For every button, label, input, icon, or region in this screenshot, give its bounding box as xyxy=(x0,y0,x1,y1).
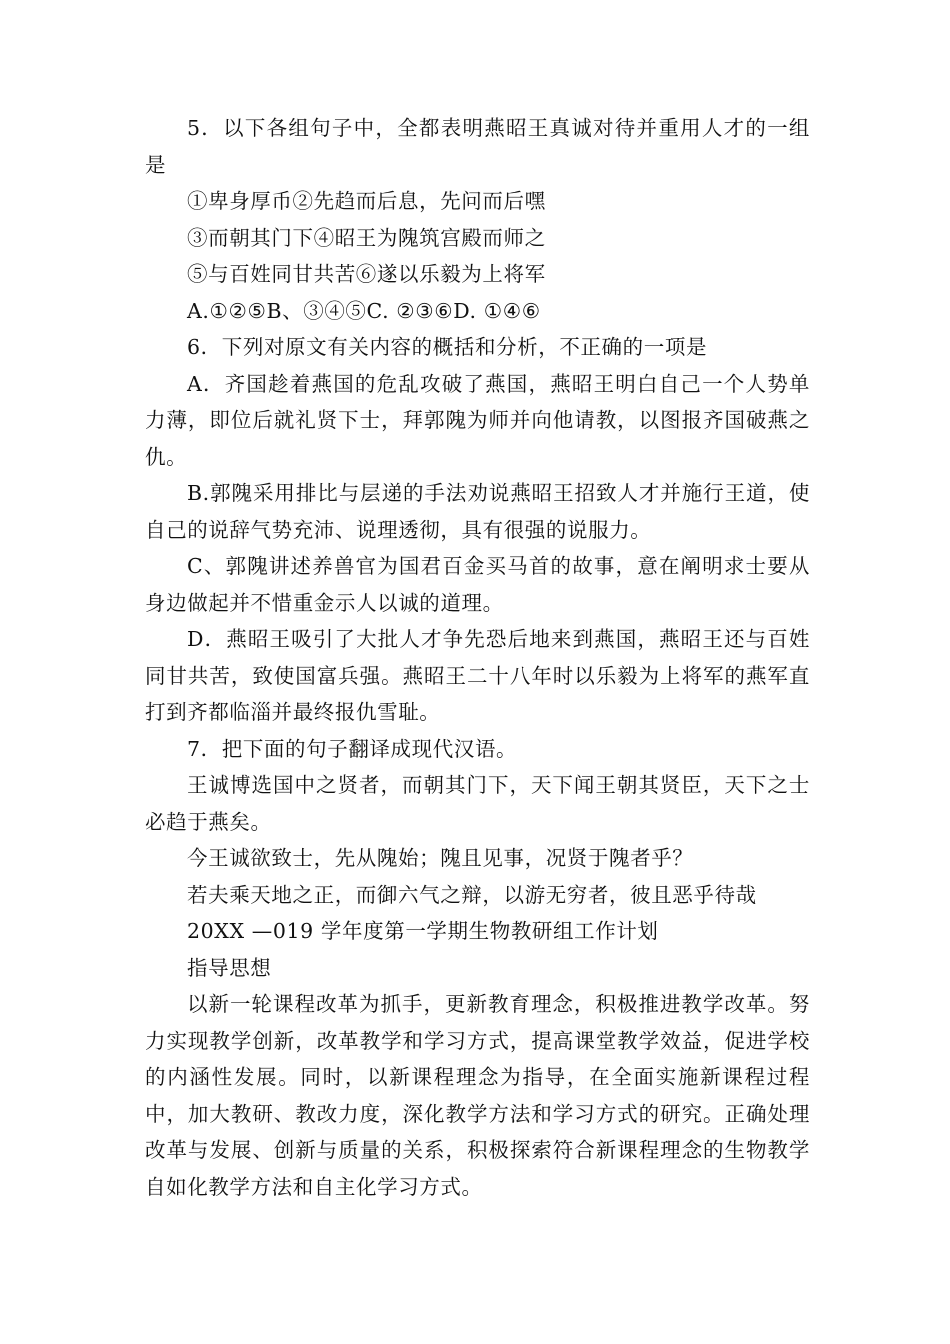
question-5-stem: 5．以下各组句子中，全都表明燕昭王真诚对待并重用人才的一组是 xyxy=(145,116,810,177)
question-6-option-a: A．齐国趁着燕国的危乱攻破了燕国，燕昭王明白自己一个人势单力薄，即位后就礼贤下士，拜郭隗为师并向他请教，以图报齐国破燕之仇。 xyxy=(145,371,810,469)
question-5-choices: A.①②⑤B、③④⑤C. ②③⑥D. ①④⑥ xyxy=(187,298,541,323)
question-6-option-b: B.郭隗采用排比与层递的手法劝说燕昭王招致人才并施行王道，使自己的说辞气势充沛、说理透彻，具有很强的说服力。 xyxy=(145,481,810,542)
translation-sentence-1: 王诚博选国中之贤者，而朝其门下，天下闻王朝其贤臣，天下之士必趋于燕矣。 xyxy=(145,773,810,834)
translation-sentence-2: 今王诚欲致士，先从隗始；隗且见事，况贤于隗者乎？ xyxy=(187,846,694,870)
question-6-option-d: D．燕昭王吸引了大批人才争先恐后地来到燕国，燕昭王还与百姓同甘共苦，致使国富兵强。燕昭王二十八年时以乐毅为上将军的燕军直打到齐都临淄并最终报仇雪耻。 xyxy=(145,627,810,724)
guiding-ideology-body: 以新一轮课程改革为抓手，更新教育理念，积极推进教学改革。努力实现教学创新，改革教学和学习方式，提高课堂教学效益，促进学校的内涵性发展。同时，以新课程理念为指导，在全面实施新课程过程中，加大教研、教改力度，深化教学方法和学习方式的研究。正确处理改革与发展、创新与质量的关系，积极探索符合新课程理念的生物教学自如化教学方法和自主化学习方式。 xyxy=(145,992,810,1199)
work-plan-title: 20XX —019 学年度第一学期生物教研组工作计划 xyxy=(187,919,659,943)
document-body xyxy=(145,110,810,1205)
question-6-option-c: C、郭隗讲述养兽官为国君百金买马首的故事，意在阐明求士要从身边做起并不惜重金示人以诚的道理。 xyxy=(145,554,810,615)
translation-sentence-3: 若夫乘天地之正，而御六气之辩，以游无穷者，彼且恶乎待哉 xyxy=(187,882,757,907)
question-5-option-line-2: ③而朝其门下④昭王为隗筑宫殿而师之 xyxy=(187,225,546,250)
question-6-stem: 6．下列对原文有关内容的概括和分析，不正确的一项是 xyxy=(187,335,708,359)
question-7-stem: 7．把下面的句子翻译成现代汉语。 xyxy=(187,736,518,761)
question-5-option-line-1: ①卑身厚币②先趋而后息，先问而后嘿 xyxy=(187,189,546,213)
section-heading-guiding-ideology: 指导思想 xyxy=(187,955,272,980)
question-5-option-line-3: ⑤与百姓同甘共苦⑥遂以乐毅为上将军 xyxy=(187,262,546,286)
